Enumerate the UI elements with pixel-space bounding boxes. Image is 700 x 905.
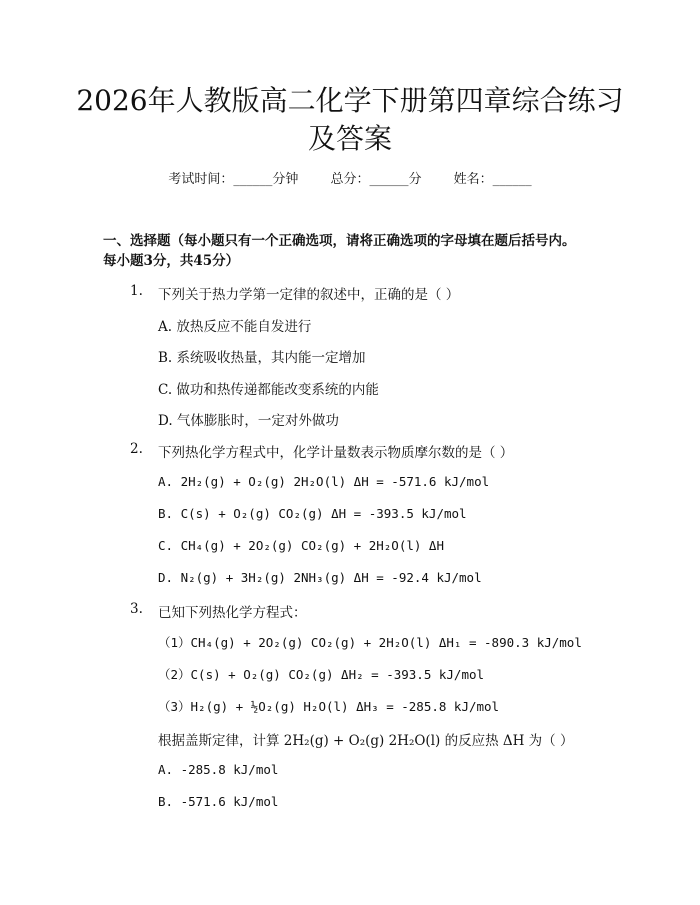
option-c: C. CH₄(g) + 2O₂(g) CO₂(g) + 2H₂O(l) ΔH <box>158 538 444 553</box>
question-number: 2. <box>130 441 143 457</box>
total-score: 总分：______分 <box>330 172 422 187</box>
option-a: A. -285.8 kJ/mol <box>158 762 279 777</box>
section-heading-line2: 每小题3分，共45分） <box>103 253 240 269</box>
question-stem: 下列关于热力学第一定律的叙述中，正确的是（ ） <box>158 287 460 303</box>
option-b: B. 系统吸收热量，其内能一定增加 <box>158 350 366 366</box>
equation-1: （1）CH₄(g) + 2O₂(g) CO₂(g) + 2H₂O(l) ΔH₁ = -890.3 kJ/mol <box>158 635 582 650</box>
exam-meta <box>0 168 700 187</box>
exam-time: 考试时间：______分钟 <box>168 172 299 187</box>
question-stem: 已知下列热化学方程式： <box>158 605 307 621</box>
question-ask: 根据盖斯定律，计算 2H₂(g) + O₂(g) 2H₂O(l) 的反应热 ΔH 为（ ） <box>158 733 574 749</box>
section-heading-line1: 一、选择题（每小题只有一个正确选项，请将正确选项的字母填在题后括号内。 <box>103 233 576 249</box>
option-a: A. 放热反应不能自发进行 <box>158 319 312 335</box>
student-name: 姓名：______ <box>453 172 532 187</box>
equation-3: （3）H₂(g) + ½O₂(g) H₂O(l) ΔH₃ = -285.8 kJ/mol <box>158 699 500 714</box>
option-a: A. 2H₂(g) + O₂(g) 2H₂O(l) ΔH = -571.6 kJ/mol <box>158 474 490 489</box>
option-d: D. N₂(g) + 3H₂(g) 2NH₃(g) ΔH = -92.4 kJ/mol <box>158 570 482 585</box>
question-number: 1. <box>130 283 143 299</box>
option-d: D. 气体膨胀时，一定对外做功 <box>158 413 339 429</box>
option-b: B. C(s) + O₂(g) CO₂(g) ΔH = -393.5 kJ/mol <box>158 506 467 521</box>
question-stem: 下列热化学方程式中，化学计量数表示物质摩尔数的是（ ） <box>158 445 514 461</box>
option-c: C. 做功和热传递都能改变系统的内能 <box>158 382 379 398</box>
equation-2: （2）C(s) + O₂(g) CO₂(g) ΔH₂ = -393.5 kJ/mol <box>158 667 485 682</box>
question-number: 3. <box>130 601 143 617</box>
document-title-line1: 2026年人教版高二化学下册第四章综合练习 <box>76 84 624 117</box>
document-title-line2: 及答案 <box>307 122 392 155</box>
option-b: B. -571.6 kJ/mol <box>158 794 279 809</box>
